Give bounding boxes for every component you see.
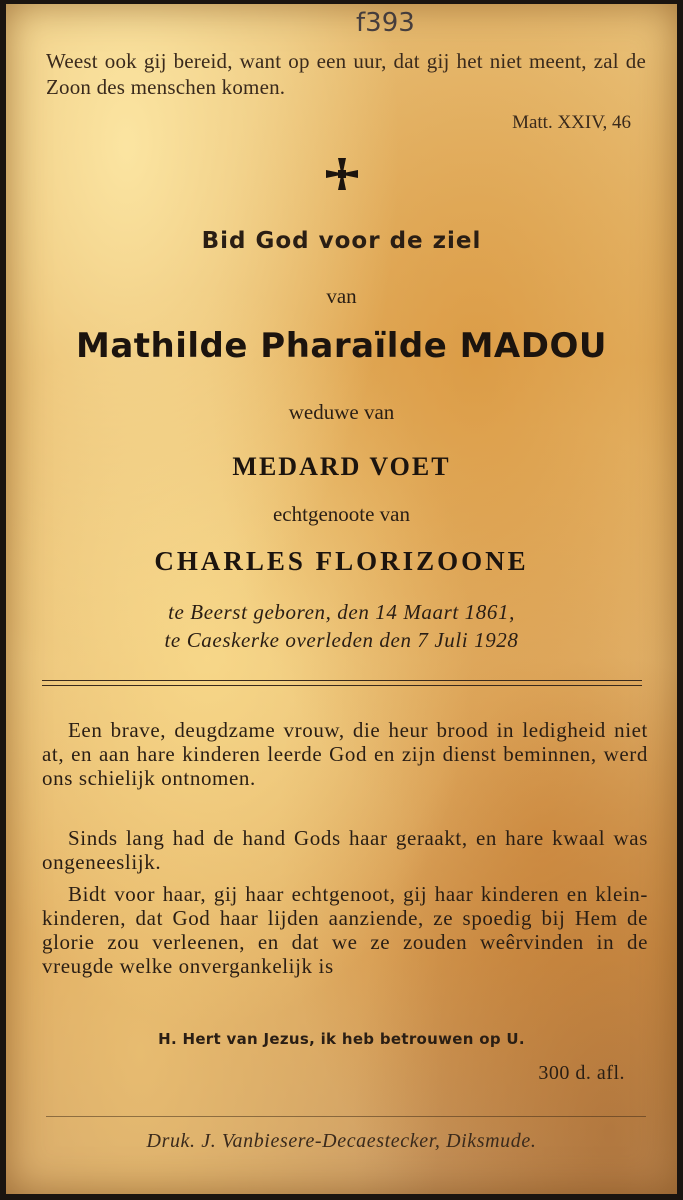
bottom-divider: [46, 1116, 646, 1117]
body-paragraph-1: Een brave, deugdzame vrouw, die heur brood in ledigheid niet at, en aan hare kinderen leerde God en zijn dienst beminnen, werd ons schielijk ontnomen.: [42, 718, 648, 790]
body-paragraph-3: Bidt voor haar, gij haar echtgenoot, gij haar kinderen en klein-kinderen, dat God haar lijden aanziende, ze spoedig bij Hem de glorie zou verleenen, en dat we ze zouden weêrvinden in de vreugde welke onvergankelijk is: [42, 882, 648, 978]
widow-of-line: weduwe van: [288, 400, 395, 424]
spouse-of-line: echtgenoote van: [272, 502, 411, 526]
epigraph-text: Weest ook gij bereid, want op een uur, dat gij het niet meent, zal de Zoon des menschen komen.: [46, 49, 646, 99]
memorial-card: [6, 4, 677, 1194]
archive-number: f393: [356, 8, 415, 38]
birth-line: te Beerst geboren, den 14 Maart 1861,: [168, 600, 515, 624]
epigraph-reference: Matt. XXIV, 46: [512, 112, 631, 133]
first-husband-name: MEDARD VOET: [232, 452, 451, 481]
cross-pattee-icon: [6, 156, 677, 197]
second-husband-name: CHARLES FLORIZOONE: [154, 546, 529, 576]
indulgence-note: 300 d. afl.: [538, 1062, 625, 1084]
deceased-name: Mathilde Pharaïlde MADOU: [76, 326, 607, 366]
closing-prayer: H. Hert van Jezus, ik heb betrouwen op U.: [158, 1030, 525, 1048]
of-line: van: [326, 284, 357, 308]
death-line: te Caeskerke overleden den 7 Juli 1928: [164, 628, 519, 652]
printer-credit: Druk. J. Vanbiesere-Decaestecker, Diksmude.: [146, 1130, 537, 1152]
pray-line: Bid God voor de ziel: [201, 228, 482, 254]
body-paragraph-2: Sinds lang had de hand Gods haar geraakt, en hare kwaal was ongeneeslijk.: [42, 826, 648, 874]
double-divider: [42, 680, 642, 686]
